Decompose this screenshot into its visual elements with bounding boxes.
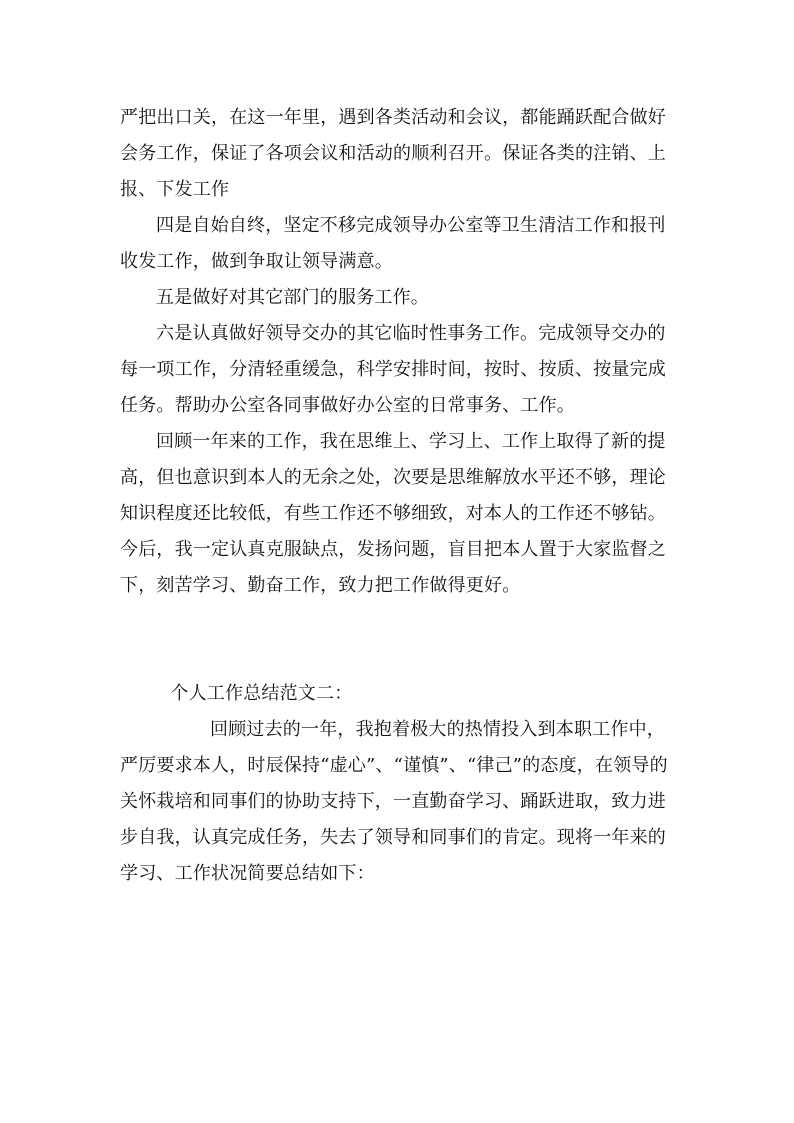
section-title: 个人工作总结范文二：	[170, 683, 353, 704]
section-gap	[120, 604, 680, 676]
paragraph-review: 回顾一年来的工作，我在思维上、学习上、工作上取得了新的提高，但也意识到本人的无余之处，次要是思维解放水平还不够，理论知识程度还比较低，有些工作还不够细致，对本人的工作还不够钻。今后，我一定认真克服缺点，发扬问题，盲目把本人置于大家监督之下，刻苦学习、勤奋工作，致力把工作做得更好。	[120, 431, 666, 596]
section-paragraph: 回顾过去的一年，我抱着极大的热情投入到本职工作中，严厉要求本人，时辰保持“虚心”、“谨慎”、“律己”的态度，在领导的关怀栽培和同事们的协助支持下，一直勤奋学习、踊跃进取，致力进步自我，认真完成任务，失去了领导和同事们的肯定。现将一年来的学习、工作状况简要总结如下：	[120, 719, 668, 884]
paragraph-item-five: 五是做好对其它部门的服务工作。	[156, 287, 429, 308]
paragraph-item-six: 六是认真做好领导交办的其它临时性事务工作。完成领导交办的每一项工作，分清轻重缓急，科学安排时间，按时、按质、按量完成任务。帮助办公室各同事做好办公室的日常事务、工作。	[120, 323, 666, 416]
paragraph-continued: 严把出口关，在这一年里，遇到各类活动和会议，都能踊跃配合做好会务工作，保证了各项会议和活动的顺利召开。保证各类的注销、上报、下发工作	[120, 107, 666, 200]
paragraph-item-four: 四是自始自终，坚定不移完成领导办公室等卫生清洁工作和报刊收发工作，做到争取让领导满意。	[120, 215, 666, 272]
document-body	[120, 100, 680, 892]
